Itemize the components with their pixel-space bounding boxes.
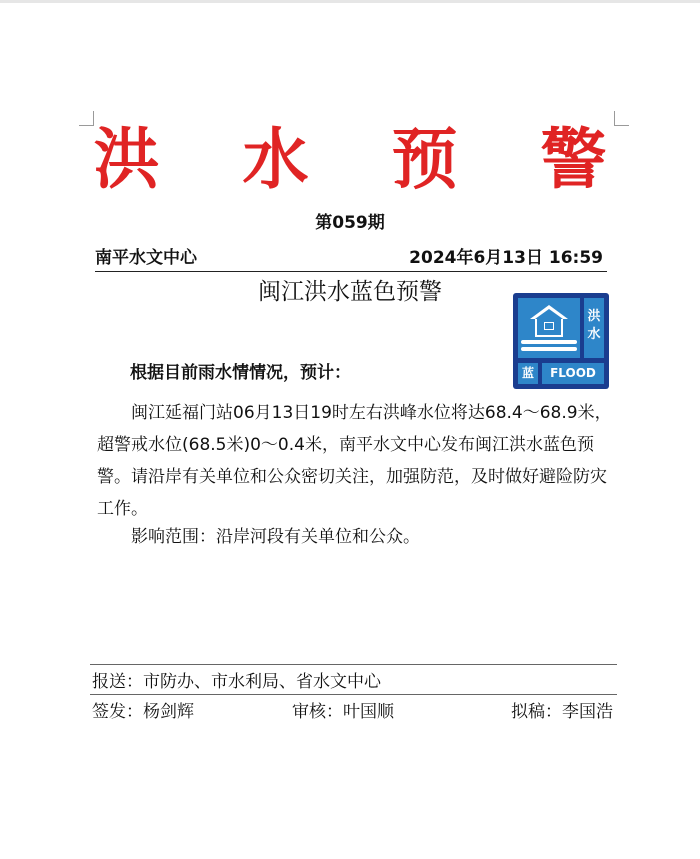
reviewed-by: 审核：叶国顺: [292, 702, 394, 722]
badge-side-text-2: 水: [587, 327, 601, 342]
send-to: 报送：市防办、市水利局、省水文中心: [92, 672, 381, 692]
footer-divider-bottom: [90, 694, 617, 695]
house-flood-icon: [518, 298, 580, 358]
forecast-body: 闽江延福门站06月13日19时左右洪峰水位将达68.4～68.9米，超警戒水位(68.5米)0～0.4米，南平水文中心发布闽江洪水蓝色预警。请沿岸有关单位和公众密切关注，加强防范，及时做好避险防灾工作。: [97, 403, 612, 519]
signed-by: 签发：杨剑辉: [92, 702, 194, 722]
impact-scope: 影响范围：沿岸河段有关单位和公众。: [131, 527, 420, 547]
issuer-name: 南平水文中心: [95, 248, 197, 268]
water-wave-bottom: [521, 347, 577, 351]
issue-number: 第059期: [315, 213, 385, 233]
document-title: 洪 水 预 警: [93, 120, 637, 198]
drafted-by: 拟稿：李国浩: [511, 702, 613, 722]
issuer-row: [95, 247, 607, 272]
badge-level-label: 蓝: [518, 363, 538, 384]
forecast-lead: 根据目前雨水情情况，预计：: [130, 363, 351, 383]
issue-datetime: 2024年6月13日 16:59: [409, 248, 603, 268]
signers-row: [92, 700, 613, 726]
footer-divider-top: [90, 664, 617, 665]
top-edge-line: [0, 0, 700, 3]
warning-subtitle: 闽江洪水蓝色预警: [258, 279, 442, 305]
badge-side-text-1: 洪: [587, 309, 601, 324]
flood-warning-badge: [513, 293, 609, 389]
badge-flood-label: FLOOD: [542, 363, 604, 384]
roof-inner-shape: [535, 309, 563, 319]
water-wave-top: [521, 340, 577, 344]
window-shape: [544, 322, 554, 330]
badge-side-label: [584, 298, 604, 358]
